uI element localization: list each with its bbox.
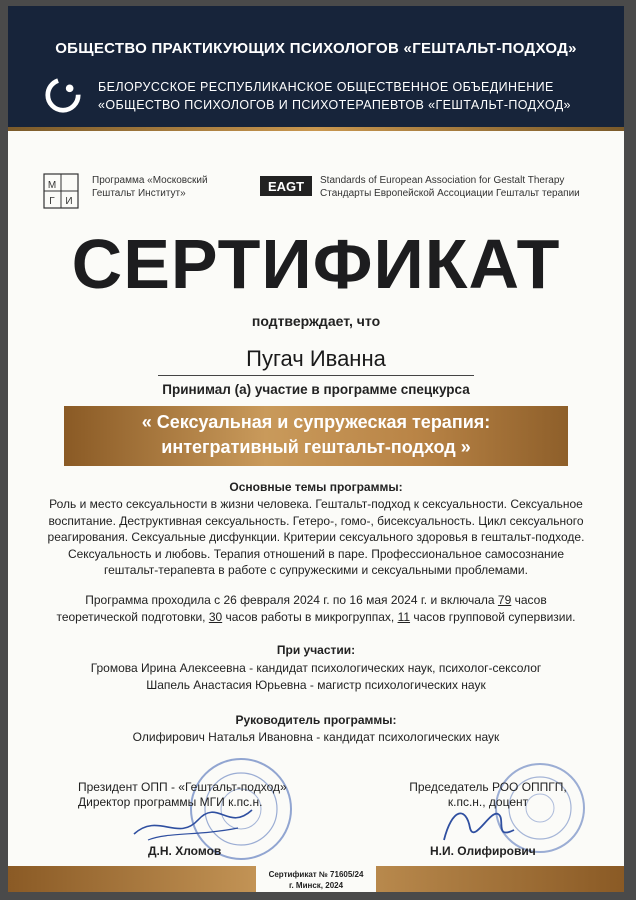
mgi-logo-icon: [38, 168, 84, 214]
left-title-line-2: Директор программы МГИ к.пс.н.: [78, 795, 263, 809]
participation-text: Принимал (а) участие в программе спецкурса: [162, 382, 470, 397]
left-signatory-name: Д.Н. Хломов: [148, 844, 222, 858]
right-title-line-1: Председатель РОО ОППГП,: [409, 780, 567, 794]
name-underline: [158, 375, 474, 376]
header-gold-stripe: [8, 127, 624, 131]
supervision-hours: 11: [397, 609, 411, 624]
svg-text:EAGT: EAGT: [267, 179, 305, 194]
topics-heading: Основные темы программы:: [229, 480, 403, 494]
right-signature-icon: [434, 800, 524, 850]
schedule-part-1: Программа проходила с 26 февраля 2024 г. по 16 мая 2024 г. и включала: [85, 593, 498, 607]
certificate-number: Сертификат № 71605/24: [268, 870, 364, 879]
svg-text:Г: Г: [49, 196, 55, 207]
certificate-title: СЕРТИФИКАТ: [71, 225, 561, 303]
svg-text:М: М: [47, 180, 57, 191]
program-title-line-2: интегративный гештальт-подход »: [161, 437, 471, 457]
org-subtitle-2: «ОБЩЕСТВО ПСИХОЛОГОВ И ПСИХОТЕРАПЕВТОВ «ГЕШТАЛЬТ-ПОДХОД»: [98, 98, 571, 112]
mgi-line-1: Программа «Московский: [92, 175, 208, 186]
certificate-paper: [8, 6, 624, 892]
schedule-part-4: часов групповой супервизии.: [410, 609, 576, 624]
mgi-program-text: [92, 174, 208, 200]
gestalt-logo-icon: [44, 76, 82, 114]
schedule-part-2: часов теоретической подготовки,: [56, 593, 547, 624]
left-signature-icon: [128, 802, 258, 846]
leader-heading: Руководитель программы:: [235, 713, 397, 727]
program-banner: [64, 406, 568, 466]
eagt-line-1: Standards of European Association for Gestalt Therapy: [320, 175, 565, 186]
right-signatory-name: Н.И. Олифирович: [430, 844, 536, 858]
schedule-part-3: часов работы в микрогруппах,: [222, 609, 398, 624]
eagt-logo-icon: [260, 176, 312, 196]
participant-2: Шапель Анастасия Юрьевна - магистр психологических наук: [146, 678, 486, 692]
org-title: ОБЩЕСТВО ПРАКТИКУЮЩИХ ПСИХОЛОГОВ «ГЕШТАЛЬТ-ПОДХОД»: [55, 40, 577, 57]
eagt-line-2: Стандарты Европейской Ассоциации Гештальт терапии: [320, 188, 580, 199]
left-title-line-1: Президент ОПП - «Гештальт-подход»: [78, 780, 287, 794]
right-title-line-2: к.пс.н., доцент: [447, 795, 529, 809]
program-title-line-1: « Сексуальная и супружеская терапия:: [141, 412, 491, 432]
eagt-standards-text: [320, 174, 580, 200]
certificate-place-year: г. Минск, 2024: [288, 881, 344, 890]
header-band: [8, 6, 624, 131]
leader-name: Олифирович Наталья Ивановна - кандидат психологических наук: [132, 730, 500, 744]
participant-1: Громова Ирина Алексеевна - кандидат психологических наук, психолог-сексолог: [90, 661, 542, 675]
svg-text:И: И: [65, 196, 73, 207]
participants-heading: При участии:: [276, 643, 356, 657]
recipient-name: Пугач Иванна: [246, 346, 386, 371]
topics-text: Роль и место сексуальности в жизни человека. Гештальт-подход к сексуальности. Сексуальное воспитание. Деструктивная сексуальность. Гетеро-, гомо-, бисексуальность. Цикл сексуального реагирования. Сексуальные дисфункции. Критерии сексуального здоровья в гештальт-подходе. Сексуальность и любовь. Терапия отношений в паре. Профессиональное самосознание гештальт-терапевта в работе с супружескими и сексуальными проблемами.: [47, 497, 585, 577]
mgi-line-2: Гештальт Институт»: [92, 188, 186, 199]
schedule-text: [48, 592, 584, 625]
theory-hours: 79: [497, 593, 512, 607]
confirms-text: подтверждает, что: [251, 313, 381, 329]
group-hours: 30: [208, 609, 223, 624]
org-subtitle-1: БЕЛОРУССКОЕ РЕСПУБЛИКАНСКОЕ ОБЩЕСТВЕННОЕ ОБЪЕДИНЕНИЕ: [98, 80, 554, 94]
